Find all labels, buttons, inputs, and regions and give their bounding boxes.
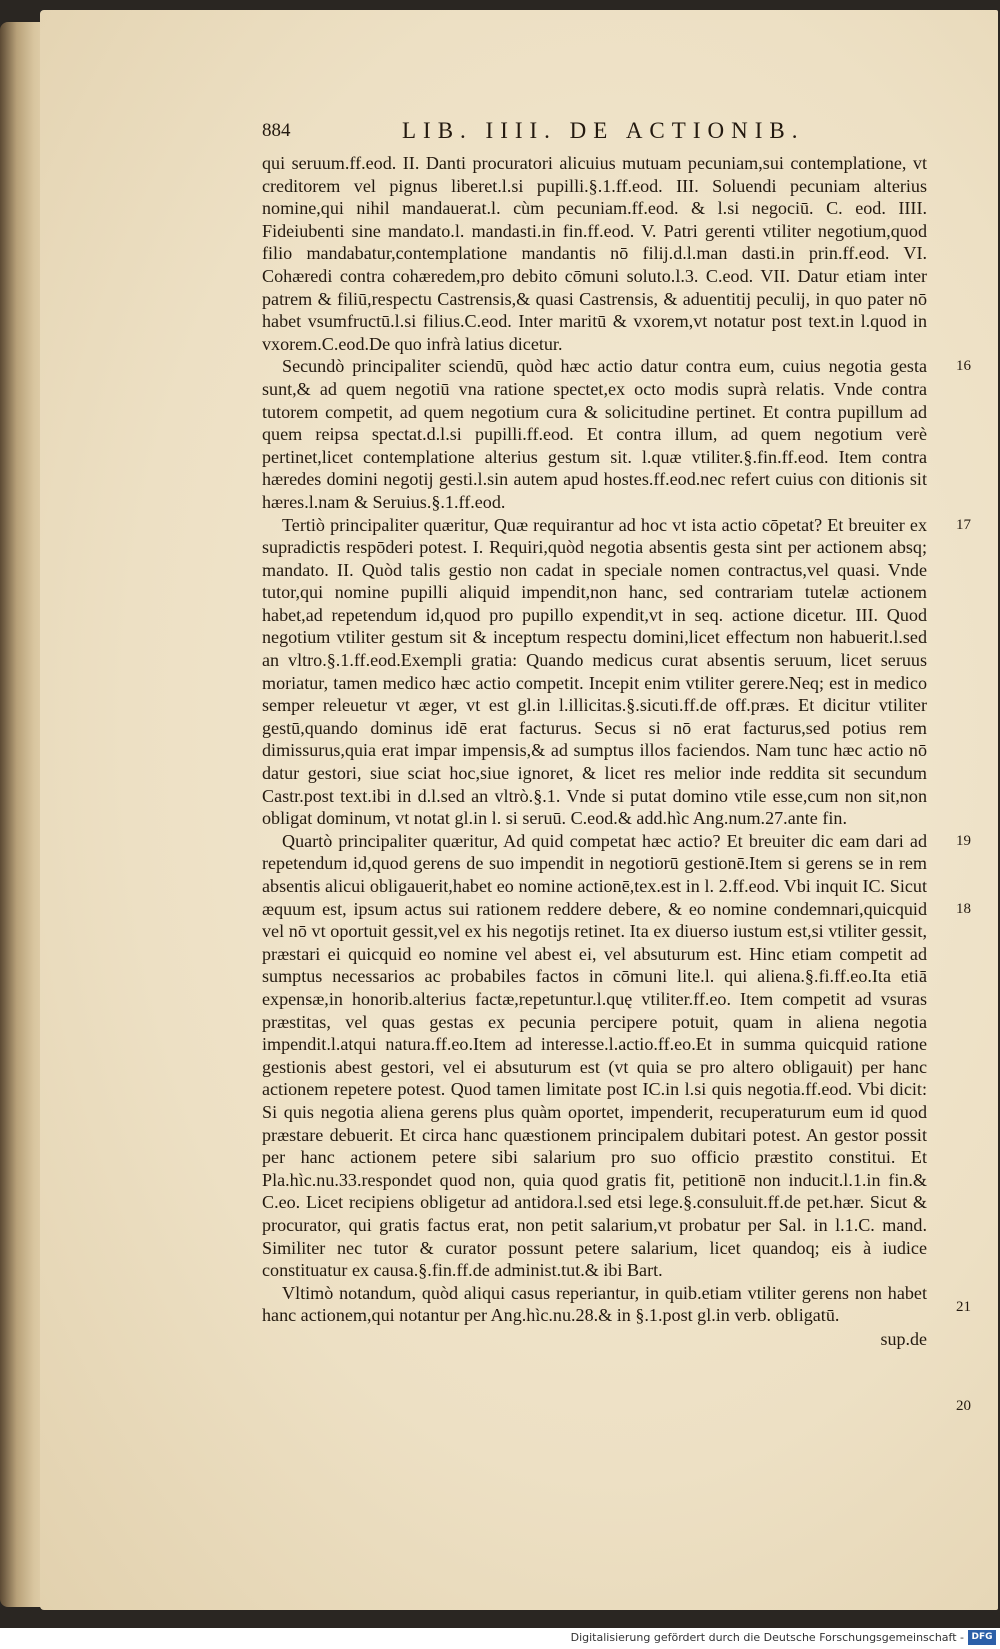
page-number: 884 (262, 120, 291, 141)
margin-number-19: 19 (956, 832, 971, 849)
paragraph-1 (262, 152, 927, 355)
margin-number-18: 18 (956, 900, 971, 917)
paragraph-5 (262, 1282, 971, 1327)
paragraph-5-text: Vltimò notandum, quòd aliqui casus reperiantur, in quib.etiam vtiliter gerens non habet hanc actionem,qui notantur per Ang.hìc.nu.28.& in §.1.post gl.in verb. obligatū. (262, 1282, 927, 1326)
paragraph-2-text: Secundò principaliter sciendū, quòd hæc actio datur contra eum, cuius negotia gesta sunt,& ad quem negotiū vna ratione spectet,ex octo modis suprà relatis. Vnde contra tutorem competit, ad quem negotium cura & solicitudine pertinet. Et contra pupillum ad quem reipsa spectat.d.l.si pupilli.ff.eod. Et contra illum, ad quem negotium verè pertinet,licet contemplatione alterius gestum sit. l.quæ vtiliter.§.fin.ff.eod. Item contra hæredes domini negotij gesti.l.sin autem apud hostes.ff.eod.nec refert cuius con ditionis sit hæres.l.nam & Seruius.§.1.ff.eod. (262, 356, 927, 512)
margin-number-17: 17 (956, 516, 971, 533)
paragraph-2 (262, 355, 971, 513)
paragraph-3-text: Tertiò principaliter quæritur, Quæ requirantur ad hoc vt ista actio cōpetat? Et breuiter ex supradictis respōderi potest. I. Requiri,quòd negotia absentis gesta sint per actionem absq; mandato. II. Quòd talis gestio non cadat in speciale nomen contractus,vel quasi. Vnde tutor,qui nomine pupilli aliquid impendit,non hanc, sed contrariam tutelæ actionem habet,ad repetendum id,quod pro pupillo expendit,vt in seq. actione dicetur. III. Quod negotium vtiliter gestum sit & inceptum respectu domini,licet effectum non habuerit.l.sed an vltro.§.1.ff.eod.Exempli gratia: Quando medicus curat absentis seruum, licet seruus moriatur, tamen medico hæc actio competit. Incepit enim vtiliter gerere.Neq; est in medico semper releuetur vt æger, vt est gl.in l.illicitas.§.sicuti.ff.de off.præs. Et dicitur vtiliter gestū,quando dominus idē erat facturus. Secus si nō erat facturus,sed potius rem dimissurus,quia erat impar impensis,& ad sumptus illos faciendos. Nam tunc hæc actio nō datur gestori, siue sciat hoc,siue ignoret, & licet res melior inde reddita sit secundum Castr.post text.ibi in d.l.sed an vltrò.§.1. Vnde si putat domino vtile esse,cum non sit,non obligat dominum, vt notat gl.in l. si seruū. C.eod.& add.hìc Ang.num.27.ante fin. (262, 514, 927, 829)
footer-credit: Digitalisierung gefördert durch die Deutsche Forschungsgemeinschaft - (570, 1631, 964, 1644)
running-head (262, 118, 927, 152)
catchword: sup.de (880, 1328, 927, 1349)
dfg-logo-icon: DFG (968, 1630, 996, 1645)
margin-number-16: 16 (956, 358, 971, 375)
margin-number-20: 20 (956, 1397, 971, 1414)
running-title: LIB. IIII. DE ACTIONIB. (402, 118, 805, 143)
margin-number-21: 21 (956, 1298, 971, 1315)
footer-bar (0, 1628, 1000, 1649)
paragraph-4-text: Quartò principaliter quæritur, Ad quid competat hæc actio? Et breuiter dic eam dari ad repetendum id,quod gerens de suo impendit in negotiorū gestionē.Item si gerens se in rem absentis alicui obligauerit,habet eo nomine actionē,tex.est in l. 2.ff.eod. Vbi inquit IC. Sicut æquum est, ipsum actus sui rationem reddere debere, & eo nomine condemnari,quicquid vel nō vt oportuit gessit,vel ex his negotijs retinet. Ita ex diuerso iustum est,si vtiliter gessit, præstari ei quicquid eo nomine vel abest ei, vel absuturum est. Hinc etiam competit ad sumptus necessarios ac probabiles factos in cōmuni lite.l. qui aliena.§.fi.ff.eo.Ita etiā expensæ,in honorib.alterius factæ,repetuntur.l.quę vtiliter.ff.eo. Item competit ad vsuras præstitas, vel quas gestas ex pecunia percipere potuit, quam in aliena negotia impendit.l.atqui natura.ff.eo.Item ad interesse.l.actio.ff.eo.Et in summa quicquid ratione gestionis abest gestori, vel ei absuturum est (vt quia se pro altero obligauit) per hanc actionem repetere potest. Quod tamen limitate post IC.in l.si quis negotia.ff.eod. Vbi dicit: Si quis negotia aliena gerens plus quàm oportet, impenderit, recuperaturum eum id quod præstare debuerit. Et circa hanc quæstionem principalem dubitari potest. An gestor possit per hanc actionem petere sibi salarium pro suo officio præstito constitui. Et Pla.hìc.nu.33.respondet quod non, quia quod gratis fit, petitionē non inducit.l.1.in fin.& C.eo. Licet recipiens obligetur ad antidora.l.sed etsi lege.§.consuluit.ff.de pet.hær. Sicut & procurator, qui gratis factus erat, non petit salarium,vt probatur per Sal. in l.1.C. mand. Similiter nec tutor & curator possunt petere salarium, licet quandoq; eis à iudice constituatur ex causa.§.fin.ff.de administ.tut.& ibi Bart. (262, 830, 927, 1281)
paragraph-1-text: qui seruum.ff.eod. II. Danti procuratori alicuius mutuam pecuniam,sui contemplatione, vt creditorem vel pignus liberet.l.si pupilli.§.1.ff.eod. III. Soluendi pecuniam alterius nomine,qui nihil mandauerat.l. cùm pecuniam.ff.eod. & l.si negociū. C. eod. IIII. Fideiubenti sine mandato.l. mandasti.in fin.ff.eod. V. Patri gerenti vtiliter negotium,quod filio mandabatur,contemplatione mandantis nō filij.d.l.man dasti.in prin.ff.eod. VI. Cohæredi contra cohæredem,pro debito cōmuni soluto.l.3. C.eod. VII. Datur etiam inter patrem & filiū,respectu Castrensis,& quasi Castrensis, & aduentitij peculij, in quo pater nō habet vsumfructū.l.si filius.C.eod. Inter maritū & vxorem,vt notatur post text.in l.quod in vxorem.C.eod.De quo infrà latius dicetur. (262, 153, 927, 354)
text-block (262, 118, 971, 1414)
